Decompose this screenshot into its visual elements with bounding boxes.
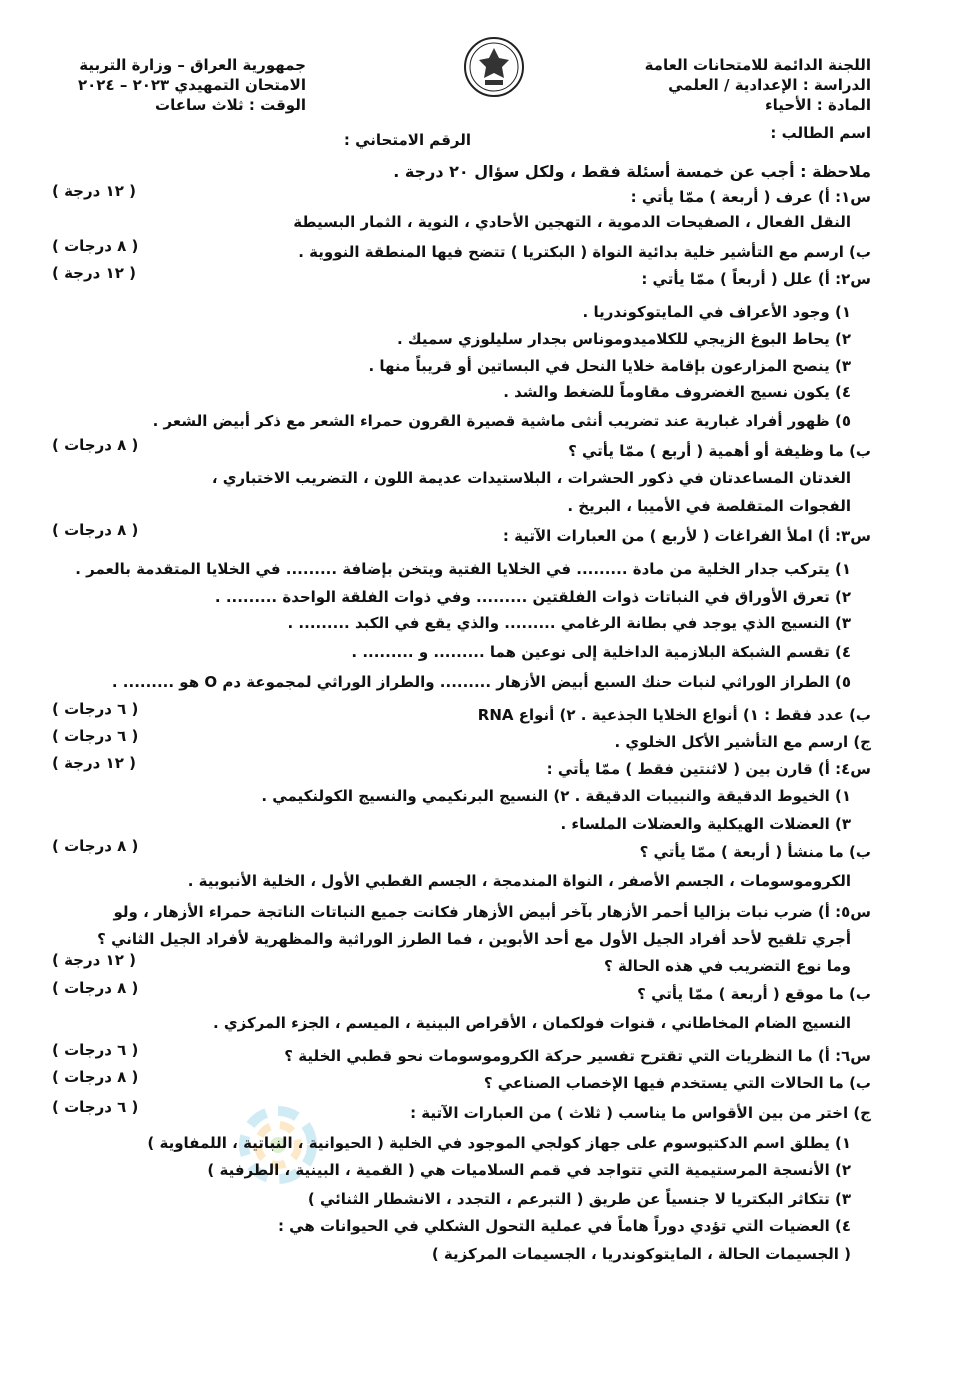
question-line: وما نوع التضريب في هذه الحالة ؟: [604, 957, 851, 975]
question-line: أجري تلقيح لأحد أفراد الجيل الأول مع أحد الأبوين ، فما الطرز الوراثية والمظهرية لأفراد الجيل الثاني ؟: [97, 930, 851, 948]
question-line: الكروموسومات ، الجسم الأصفر ، النواة المندمجة ، الجسم القطبي الأول ، الخلية الأنبوبية .: [187, 872, 851, 890]
question-line: ب) عدد فقط : ١) أنواع الخلايا الجذعية . ٢) أنواع RNA: [477, 706, 871, 724]
exam-note: ملاحظة : أجب عن خمسة أسئلة فقط ، ولكل سؤال ٢٠ درجة .: [393, 162, 871, 181]
question-line: ٤) تقسم الشبكة البلازمية الداخلية إلى نوعين هما ......... و ......... .: [351, 643, 851, 661]
marks-label: ( ٦ درجات ): [52, 1098, 139, 1116]
question-line: ب) ما الحالات التي يستخدم فيها الإخصاب الصناعي ؟: [483, 1074, 871, 1092]
question-line: ( الجسيمات الحالة ، المايتوكوندريا ، الجسيمات المركزية ): [431, 1245, 851, 1263]
question-line: ١) الخيوط الدقيقة والنبيبات الدقيقة . ٢) النسيج البرنكيمي والنسيج الكولنكيمي .: [261, 787, 851, 805]
marks-label: ( ٨ درجات ): [52, 237, 139, 255]
marks-label: ( ٦ درجات ): [52, 727, 139, 745]
question-line: س٦: أ) ما النظريات التي تقترح تفسير حركة الكروموسومات نحو قطبي الخلية ؟: [284, 1047, 871, 1065]
question-line: ٤) العضيات التي تؤدي دوراً هاماً في عملية التحول الشكلي في الحيوانات هي :: [277, 1217, 851, 1235]
student-name-label: اسم الطالب :: [770, 124, 871, 142]
marks-label: ( ٨ درجات ): [52, 837, 139, 855]
marks-label: ( ٨ درجات ): [52, 1068, 139, 1086]
marks-label: ( ١٢ درجة ): [52, 951, 136, 969]
iraq-emblem-seal: [463, 36, 525, 98]
header-left: [78, 55, 306, 115]
question-line: ٥) ظهور أفراد غبارية عند تضريب أنثى ماشية قصيرة القرون حمراء الشعر مع ذكر أبيض الشعر .: [152, 412, 851, 430]
question-line: ١) يتركب جدار الخلية من مادة ......... في الخلايا الفتية ويتخن بإضافة ......... في الخلايا المتقدمة بالعمر .: [75, 560, 851, 578]
question-line: ج) ارسم مع التأشير الأكل الخلوي .: [614, 733, 871, 751]
marks-label: ( ٦ درجات ): [52, 1041, 139, 1059]
exam-time: الوقت : ثلاث ساعات: [155, 96, 306, 114]
question-line: الغدتان المساعدتان في ذكور الحشرات ، البلاستيدات عديمة اللون ، التضريب الاختباري ،: [211, 469, 851, 487]
question-line: ١) يطلق اسم الدكتيوسوم على جهاز كولجي الموجود في الخلية ( الحيوانية ، النباتية ، اللمفاوية ): [147, 1134, 851, 1152]
header-right: [645, 55, 871, 143]
question-line: س٤: أ) قارن بين ( لاثنتين فقط ) ممّا يأتي :: [546, 760, 871, 778]
marks-label: ( ١٢ درجة ): [52, 754, 136, 772]
question-line: ٢) يحاط البوغ الزيجي للكلاميدوموناس بجدار سليلوزي سميك .: [396, 330, 851, 348]
question-line: ٣) ينصح المزارعون بإقامة خلايا النحل في البساتين أو قريباً منها .: [368, 357, 851, 375]
question-line: ج) اختر من بين الأقواس ما يناسب ( ثلاث ) من العبارات الآتية :: [410, 1104, 871, 1122]
marks-label: ( ٨ درجات ): [52, 979, 139, 997]
question-line: النسيج الضام المخاطاني ، قنوات فولكمان ، الأقراص البينية ، الميسم ، الجزء المركزي .: [212, 1014, 851, 1032]
marks-label: ( ٨ درجات ): [52, 521, 139, 539]
question-line: ٣) العضلات الهيكلية والعضلات الملساء .: [560, 815, 851, 833]
question-line: ٣) النسيج الذي يوجد في بطانة الرغامي ......... والذي يقع في الكبد ......... .: [287, 614, 851, 632]
question-line: ١) وجود الأعراف في المايتوكوندريا .: [582, 303, 851, 321]
question-line: ب) ما موقع ( أربعة ) ممّا يأتي ؟: [637, 985, 871, 1003]
question-line: النقل الفعال ، الصفيحات الدموية ، التهجين الأحادي ، النوية ، الثمار البسيطة: [293, 213, 851, 231]
question-line: ٣) تتكاثر البكتريا لا جنسياً عن طريق ( التبرعم ، التجدد ، الانشطار الثنائي ): [307, 1190, 851, 1208]
question-line: ٢) تعرق الأوراق في النباتات ذوات الفلقتين ......... وفي ذوات الفلقة الواحدة ......... .: [214, 588, 851, 606]
exam-number-label: الرقم الامتحاني :: [343, 131, 471, 149]
question-line: س٢: أ) علل ( أربعاً ) ممّا يأتي :: [641, 270, 871, 288]
exam-title: الامتحان التمهيدي ٢٠٢٣ – ٢٠٢٤: [77, 76, 306, 94]
question-line: ٢) الأنسجة المرستيمية التي تتواجد في قمم السلاميات هي ( القمية ، البينية ، الطرفية ): [207, 1161, 851, 1179]
question-line: س٥: أ) ضرب نبات بزاليا أحمر الأزهار بآخر أبيض الأزهار فكانت جميع النباتات الناتجة حمراء الأزهار ، ولو: [113, 903, 871, 921]
question-line: ب) ارسم مع التأشير خلية بدائية النواة ( البكتريا ) تتضح فيها المنطقة النووية .: [298, 243, 871, 261]
question-line: س١: أ) عرف ( أربعة ) ممّا يأتي :: [630, 188, 871, 206]
question-line: ٥) الطراز الوراثي لنبات حنك السبع أبيض الأزهار ......... والطراز الوراثي لمجموعة دم O هو ......... .: [111, 673, 851, 691]
question-line: ب) ما منشأ ( أربعة ) ممّا يأتي ؟: [639, 843, 871, 861]
marks-label: ( ١٢ درجة ): [52, 264, 136, 282]
study-type: الدراسة : الإعدادية / العلمي: [668, 76, 871, 94]
question-line: ٤) يكون نسيج الغضروف مقاوماً للضغط والشد .: [503, 383, 851, 401]
marks-label: ( ٨ درجات ): [52, 436, 139, 454]
question-line: س٣: أ) املأ الفراغات ( لأربع ) من العبارات الآتية :: [502, 527, 871, 545]
subject: المادة : الأحياء: [764, 96, 871, 114]
question-line: ب) ما وظيفة أو أهمية ( أربع ) ممّا يأتي ؟: [568, 442, 871, 460]
marks-label: ( ٦ درجات ): [52, 700, 139, 718]
country-ministry: جمهورية العراق – وزارة التربية: [79, 56, 306, 74]
committee-name: اللجنة الدائمة للامتحانات العامة: [644, 56, 871, 74]
question-line: الفجوات المتقلصة في الأميبا ، البريخ .: [567, 497, 851, 515]
marks-label: ( ١٢ درجة ): [52, 182, 136, 200]
